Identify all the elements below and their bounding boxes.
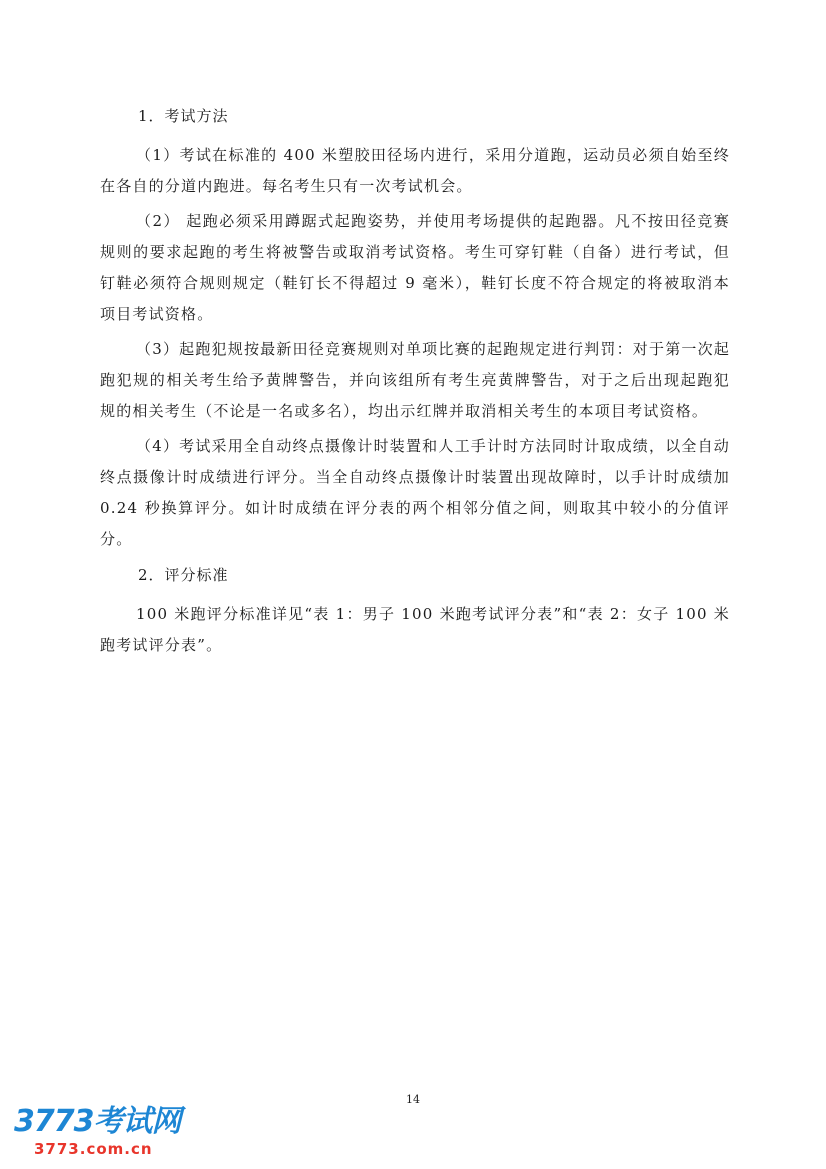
paragraph-start-rules: （2） 起跑必须采用蹲踞式起跑姿势，并使用考场提供的起跑器。凡不按田径竞赛规则的要求起跑的考生将被警告或取消考试资格。考生可穿钉鞋（自备）进行考试，但钉鞋必须符合规则规定（鞋钉长不得超过 9 毫米），鞋钉长度不符合规定的将被取消本项目考试资格。: [100, 212, 730, 323]
paragraph-scoring-tables: 100 米跑评分标准详见“表 1：男子 100 米跑考试评分表”和“表 2：女子 100 米跑考试评分表”。: [100, 605, 730, 654]
logo-sub-text: 3773.com.cn: [34, 1140, 153, 1158]
paragraph-false-start: （3）起跑犯规按最新田径竞赛规则对单项比赛的起跑规定进行判罚：对于第一次起跑犯规的相关考生给予黄牌警告，并向该组所有考生亮黄牌警告，对于之后出现起跑犯规的相关考生（不论是一名或多名），均出示红牌并取消相关考生的本项目考试资格。: [100, 340, 730, 420]
paragraph-lane-rules: （1）考试在标准的 400 米塑胶田径场内进行，采用分道跑，运动员必须自始至终在各自的分道内跑进。每名考生只有一次考试机会。: [100, 146, 730, 195]
section-exam-method: [100, 106, 730, 555]
section-heading-scoring: 2．评分标准: [138, 566, 229, 584]
document-body: [100, 106, 730, 665]
section-scoring-standard: [100, 565, 730, 661]
paragraph-timing: （4）考试采用全自动终点摄像计时装置和人工手计时方法同时计取成绩，以全自动终点摄像计时成绩进行评分。当全自动终点摄像计时装置出现故障时，以手计时成绩加 0.24 秒换算评分。如计时成绩在评分表的两个相邻分值之间，则取其中较小的分值评分。: [100, 437, 730, 548]
section-heading-exam-method: 1．考试方法: [138, 107, 229, 125]
site-logo: [14, 1104, 181, 1164]
logo-main-text: 3773考试网: [14, 1104, 181, 1139]
page-number: 14: [406, 1093, 420, 1106]
